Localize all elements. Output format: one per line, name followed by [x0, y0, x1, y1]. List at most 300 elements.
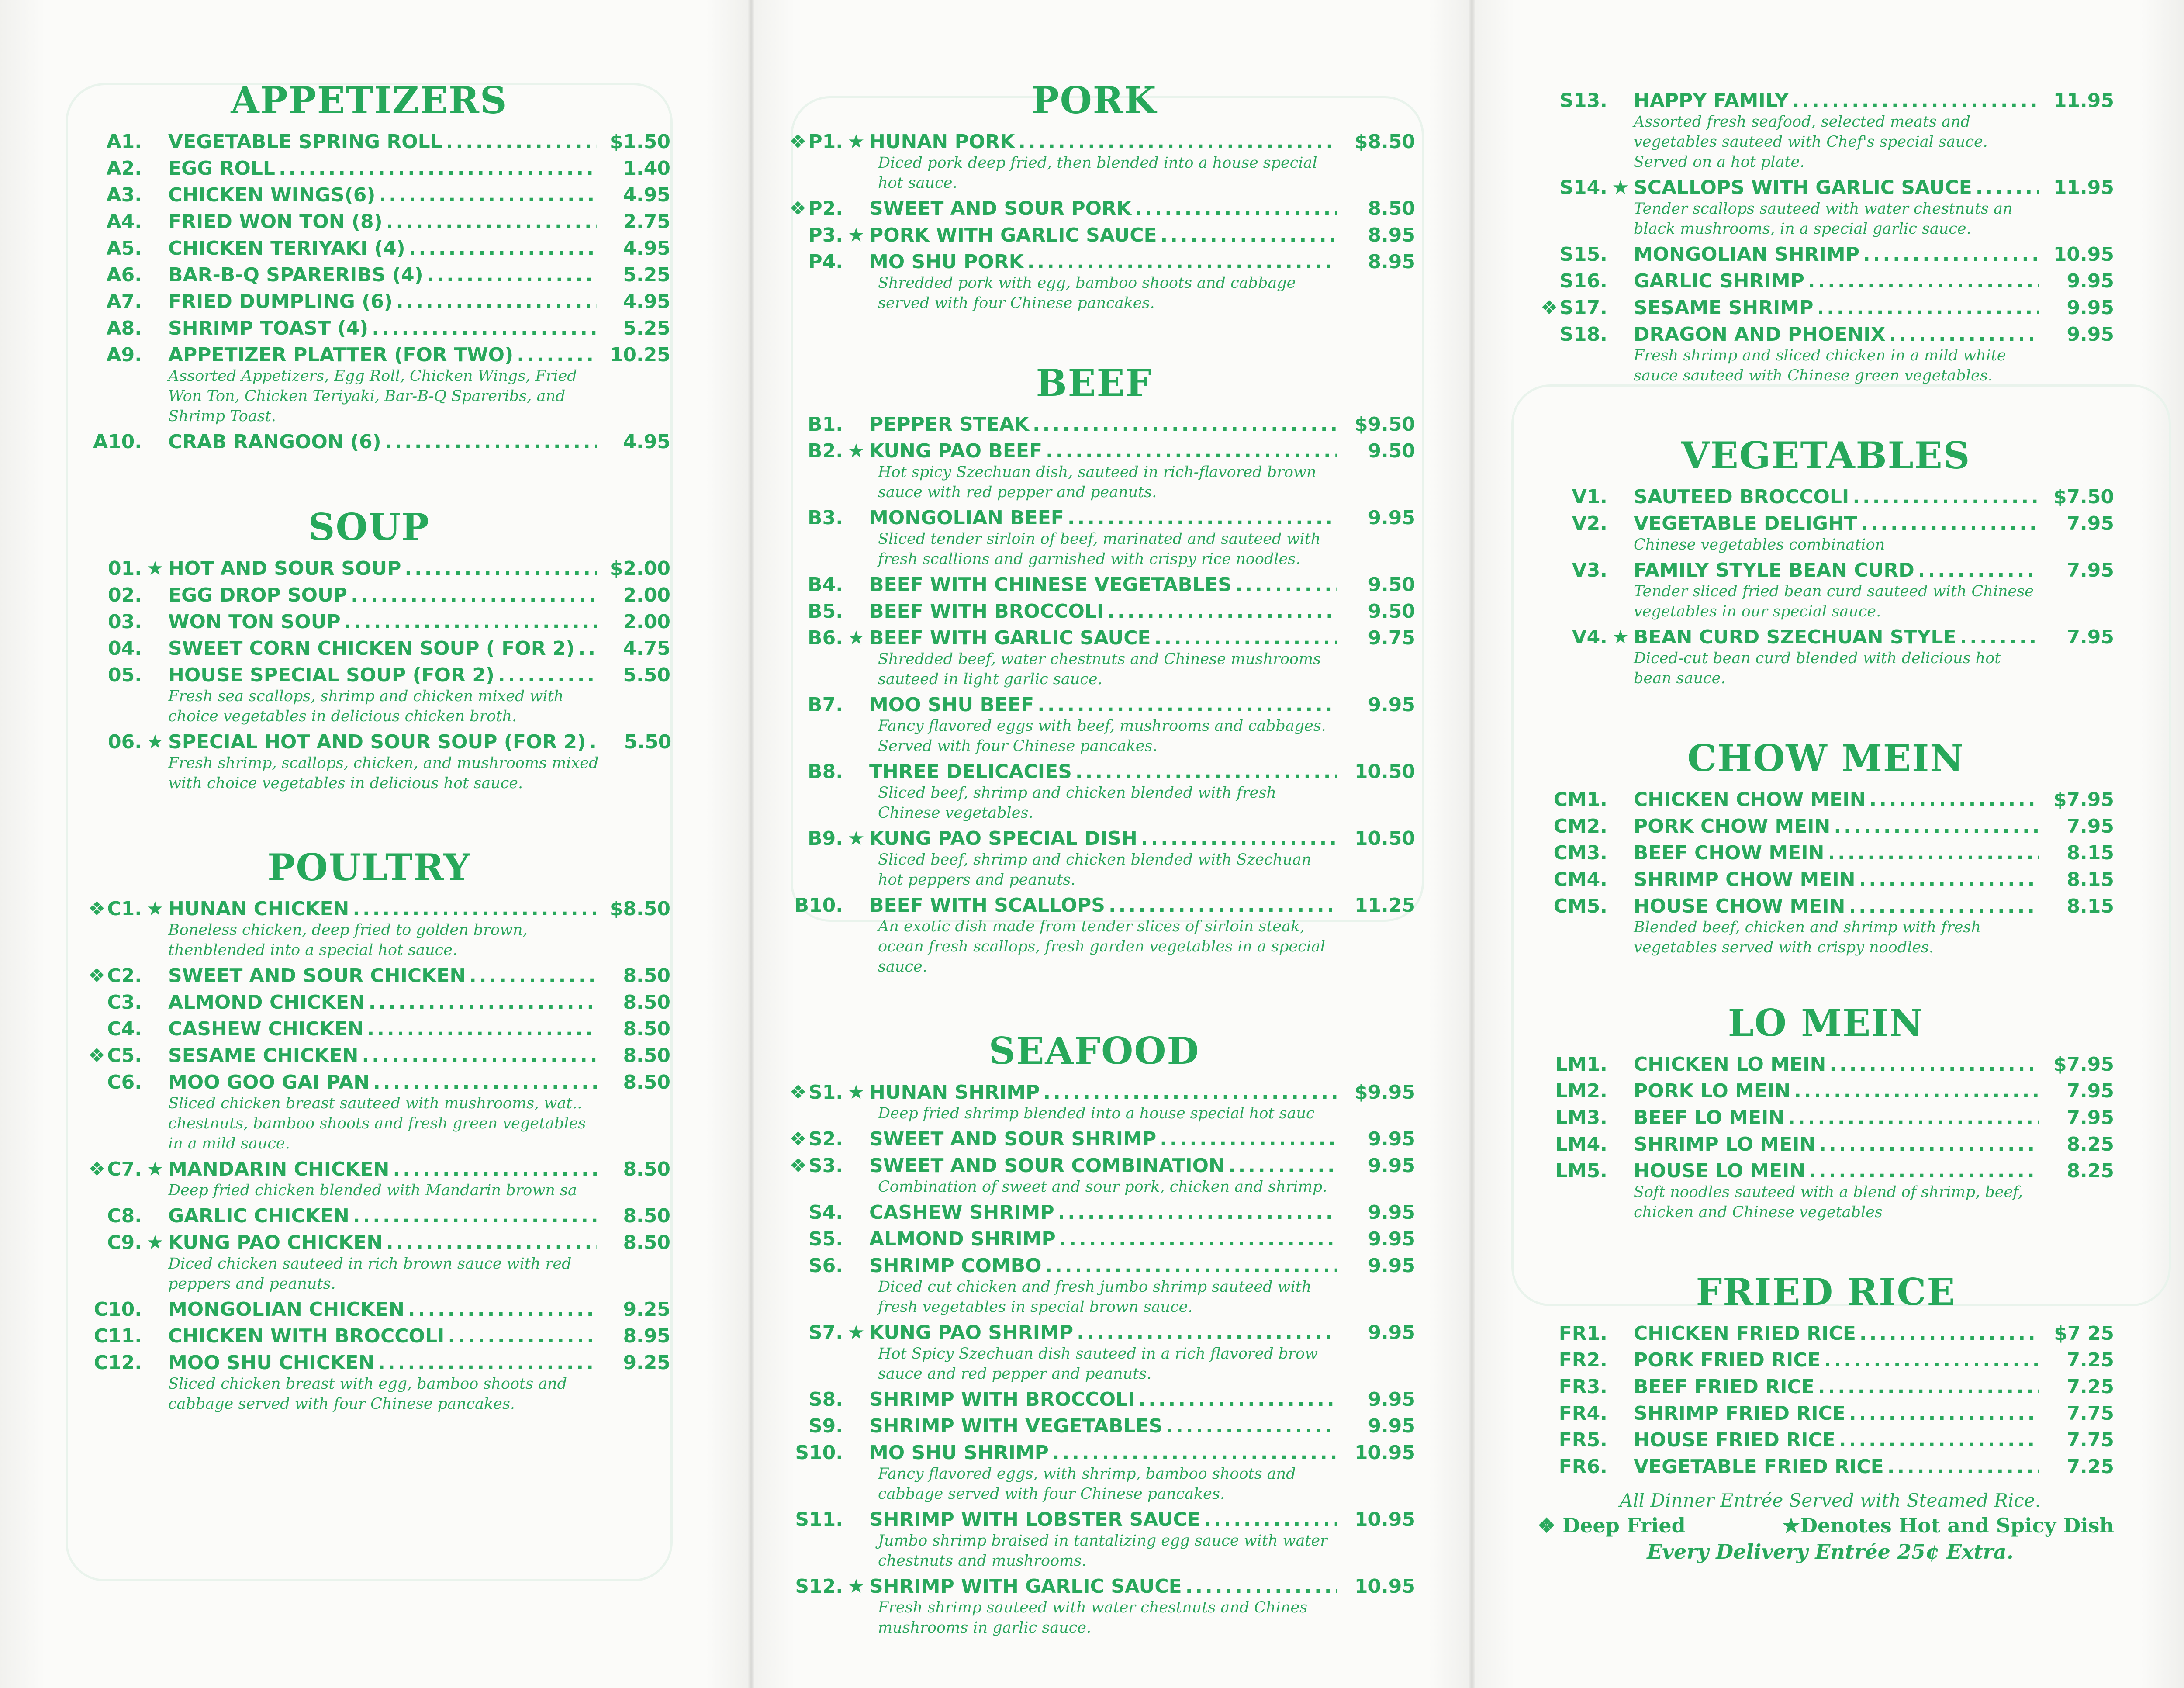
dot-leader	[1068, 507, 1337, 529]
item-code: S13.	[1559, 90, 1607, 112]
dot-leader	[1018, 131, 1337, 153]
dot-leader	[1819, 1133, 2039, 1155]
menu-item-row	[1538, 1322, 2114, 1345]
menu-item	[773, 600, 1415, 623]
star-icon: ★	[146, 1231, 164, 1254]
menu-item	[68, 898, 670, 960]
item-name: HUNAN PORK	[869, 131, 1015, 153]
star-icon: ★	[847, 440, 865, 462]
menu-item-row	[1538, 1402, 2114, 1425]
item-description: Boneless chicken, deep fried to golden brown, thenblended into a special hot sauce.	[168, 921, 528, 959]
menu-item-row	[773, 440, 1415, 462]
menu-item-row	[68, 1205, 670, 1227]
item-code: V4.	[1572, 626, 1607, 648]
menu-item-row	[773, 1508, 1415, 1531]
item-price: 8.15	[2067, 842, 2114, 864]
item-price: 1.40	[623, 157, 670, 180]
item-name: MANDARIN CHICKEN	[168, 1158, 390, 1180]
menu-item	[773, 1201, 1415, 1224]
item-price: 7.95	[2067, 1080, 2114, 1102]
menu-item-row	[773, 1415, 1415, 1437]
dot-leader	[1160, 1128, 1337, 1150]
star-icon: ★	[847, 1321, 865, 1344]
item-name: FRIED DUMPLING (6)	[168, 291, 393, 313]
item-name: FAMILY STYLE BEAN CURD	[1634, 559, 1914, 581]
menu-section	[68, 505, 670, 793]
dot-leader	[1075, 761, 1337, 783]
dot-leader	[1166, 1415, 1337, 1437]
item-price: 8.50	[1368, 197, 1415, 220]
menu-item-row	[773, 694, 1415, 716]
item-price: $7.95	[2053, 1053, 2114, 1076]
menu-item	[1538, 1133, 2114, 1155]
dot-leader	[1185, 1575, 1337, 1598]
item-description: Diced cut chicken and fresh jumbo shrimp sauteed with fresh vegetables in special brown sauce.	[878, 1278, 1312, 1316]
item-description: Chinese vegetables combination	[1634, 536, 1885, 553]
item-name: DRAGON AND PHOENIX	[1634, 323, 1886, 346]
item-name: SWEET CORN CHICKEN SOUP ( FOR 2)	[168, 637, 575, 660]
item-code: B3.	[808, 507, 843, 529]
item-price: 8.15	[2067, 868, 2114, 891]
dot-leader	[589, 731, 598, 753]
item-price: 9.95	[2067, 297, 2114, 319]
menu-item	[773, 1508, 1415, 1571]
section-title: SOUP	[308, 505, 430, 549]
item-name: BEEF WITH BROCCOLI	[869, 600, 1104, 623]
item-code: V3.	[1572, 559, 1607, 581]
dot-leader	[351, 584, 597, 606]
menu-item-row	[1538, 559, 2114, 581]
dot-leader	[446, 131, 597, 153]
item-price: 9.95	[1368, 507, 1415, 529]
menu-item	[773, 1155, 1415, 1197]
item-code: A7.	[106, 291, 142, 313]
item-price: 7.95	[2067, 1107, 2114, 1129]
item-code: S14.	[1559, 176, 1607, 199]
menu-item-row	[773, 1255, 1415, 1277]
item-description: Tender scallops sauteed with water chestnuts an black mushrooms, in a special garlic sauce.	[1634, 200, 2013, 238]
item-name: CHICKEN LO MEIN	[1634, 1053, 1826, 1076]
dot-leader	[1818, 1376, 2039, 1398]
item-price: 9.50	[1368, 600, 1415, 623]
menu-section	[68, 846, 670, 1414]
item-name: SAUTEED BROCCOLI	[1634, 486, 1849, 508]
menu-item	[1538, 895, 2114, 958]
menu-section	[1538, 90, 2114, 386]
item-name: CRAB RANGOON (6)	[168, 431, 381, 453]
item-description: Fancy flavored eggs, with shrimp, bamboo shoots and cabbage served with four Chinese pancakes.	[878, 1465, 1296, 1503]
dot-leader	[1204, 1508, 1337, 1531]
menu-item-row	[68, 611, 670, 633]
dot-leader	[517, 344, 597, 366]
star-icon: ★	[847, 1081, 865, 1103]
dot-leader	[1976, 176, 2039, 199]
item-code-text: C2.	[107, 965, 142, 987]
dot-leader	[1109, 894, 1337, 917]
item-price: 8.50	[623, 965, 670, 987]
item-name: VEGETABLE SPRING ROLL	[168, 131, 442, 153]
dot-leader	[369, 991, 597, 1013]
menu-item-row	[1538, 243, 2114, 266]
dot-leader	[1960, 626, 2039, 648]
menu-item-row	[1538, 895, 2114, 917]
dot-leader	[378, 1352, 597, 1374]
item-name: ALMOND SHRIMP	[869, 1228, 1056, 1250]
dot-leader	[1138, 1388, 1337, 1411]
menu-item-row	[773, 131, 1415, 153]
item-name: THREE DELICACIES	[869, 761, 1072, 783]
item-name: MO SHU PORK	[869, 251, 1024, 273]
item-name: GARLIC SHRIMP	[1634, 270, 1804, 292]
menu-item	[68, 1071, 670, 1154]
item-code: 02.	[108, 584, 142, 606]
item-code: C4.	[107, 1018, 142, 1040]
section-title: CHOW MEIN	[1687, 737, 1965, 780]
item-name: CASHEW CHICKEN	[168, 1018, 364, 1040]
item-description: Diced-cut bean curd blended with delicious hot bean sauce.	[1634, 650, 2001, 687]
menu-item	[773, 894, 1415, 977]
menu-item	[1538, 626, 2114, 688]
item-code: FR3.	[1559, 1376, 1607, 1398]
item-name: EGG DROP SOUP	[168, 584, 348, 606]
item-description: Shredded pork with egg, bamboo shoots and cabbage served with four Chinese pancakes.	[878, 274, 1296, 312]
star-icon: ★	[1612, 176, 1629, 199]
dot-leader	[1859, 868, 2039, 891]
menu-item-row	[1538, 486, 2114, 508]
item-code-text: P2.	[808, 197, 843, 220]
item-code: S7.	[808, 1321, 843, 1344]
item-description: Tender sliced fried bean curd sauteed with Chinese vegetables in our special sauce.	[1634, 583, 2034, 620]
menu-item	[773, 440, 1415, 502]
item-price: 9.50	[1368, 440, 1415, 462]
item-code: LM4.	[1555, 1133, 1607, 1155]
menu-item-row	[1538, 1376, 2114, 1398]
item-price: 8.25	[2067, 1133, 2114, 1155]
item-name: CHICKEN CHOW MEIN	[1634, 789, 1866, 811]
item-price: 11.95	[2053, 176, 2114, 199]
item-code	[68, 898, 142, 920]
item-code: 03.	[108, 611, 142, 633]
dot-leader	[1037, 694, 1337, 716]
item-name: HOUSE SPECIAL SOUP (FOR 2)	[168, 664, 494, 686]
item-price: 9.95	[2067, 323, 2114, 346]
dot-leader	[1849, 1402, 2039, 1425]
menu-item	[773, 1415, 1415, 1437]
diamond-icon: ❖	[789, 1155, 807, 1177]
menu-item-row	[1538, 1133, 2114, 1155]
menu-item	[773, 413, 1415, 436]
item-description: Sliced tender sirloin of beef, marinated and sauteed with fresh scallions and garnished with crispy rice noodles.	[878, 530, 1321, 568]
menu-item-row	[1538, 90, 2114, 112]
menu-item-row	[1538, 868, 2114, 891]
menu-item-row	[773, 1081, 1415, 1103]
item-code: 01.	[108, 557, 142, 580]
item-code: A8.	[106, 317, 142, 339]
item-name: PORK WITH GARLIC SAUCE	[869, 224, 1157, 246]
item-price: 8.50	[623, 1045, 670, 1067]
item-name: CHICKEN WINGS(6)	[168, 184, 376, 206]
section-title: VEGETABLES	[1681, 434, 1971, 477]
item-price: $8.50	[609, 898, 670, 920]
item-description: Combination of sweet and sour pork, chicken and shrimp.	[878, 1178, 1327, 1196]
dot-leader	[1154, 627, 1337, 649]
item-code: FR6.	[1559, 1456, 1607, 1478]
item-code: A5.	[106, 237, 142, 259]
item-price: 5.50	[623, 664, 670, 686]
star-icon: ★	[1612, 626, 1629, 648]
item-price: 10.95	[2053, 243, 2114, 266]
item-price: 7.25	[2067, 1349, 2114, 1371]
dot-leader	[1849, 895, 2039, 917]
menu-item-row	[1538, 1349, 2114, 1371]
menu-item	[68, 1205, 670, 1227]
menu-item	[68, 557, 670, 580]
menu-item-row	[68, 264, 670, 286]
item-description: Hot Spicy Szechuan dish sauteed in a rich flavored brow sauce and red pepper and peanuts.	[878, 1345, 1318, 1383]
item-name: HOUSE LO MEIN	[1634, 1160, 1806, 1182]
menu-item	[1538, 815, 2114, 837]
menu-item	[773, 1442, 1415, 1504]
item-name: HAPPY FAMILY	[1634, 90, 1789, 112]
item-description: Sliced beef, shrimp and chicken blended with Szechuan hot peppers and peanuts.	[878, 851, 1312, 889]
menu-section	[1538, 737, 2114, 958]
menu-item	[773, 251, 1415, 313]
dot-leader	[385, 431, 597, 453]
menu-item	[1538, 270, 2114, 292]
dot-leader	[448, 1325, 597, 1347]
menu-item-row	[773, 761, 1415, 783]
item-name: SESAME SHRIMP	[1634, 297, 1814, 319]
menu-item	[68, 1325, 670, 1347]
menu-item	[1538, 1107, 2114, 1129]
item-name: SHRIMP TOAST (4)	[168, 317, 369, 339]
item-name: SHRIMP WITH LOBSTER SAUCE	[869, 1508, 1201, 1531]
item-description: Assorted Appetizers, Egg Roll, Chicken Wings, Fried Won Ton, Chicken Teriyaki, Bar-B-Q Spareribs, and Shrimp Toast.	[168, 367, 577, 425]
menu-item-row	[1538, 1160, 2114, 1182]
item-code: 04.	[108, 637, 142, 660]
menu-item-row	[68, 211, 670, 233]
item-price: 5.25	[623, 264, 670, 286]
item-price: 9.95	[1368, 1228, 1415, 1250]
item-price: 10.50	[1354, 761, 1415, 783]
item-code: S9.	[808, 1415, 843, 1437]
menu-item	[1538, 1053, 2114, 1076]
item-name: PORK FRIED RICE	[1634, 1349, 1821, 1371]
item-name: GARLIC CHICKEN	[168, 1205, 349, 1227]
menu-item-row	[68, 1325, 670, 1347]
dot-leader	[1033, 413, 1337, 436]
item-name: SHRIMP FRIED RICE	[1634, 1402, 1845, 1425]
item-name: MONGOLIAN CHICKEN	[168, 1298, 404, 1321]
item-code	[68, 1045, 142, 1067]
menu-item-row	[773, 894, 1415, 917]
menu-item-row	[68, 1298, 670, 1321]
item-description: Shredded beef, water chestnuts and Chinese mushrooms sauteed in light garlic sauce.	[878, 650, 1321, 688]
item-code: S5.	[808, 1228, 843, 1250]
item-name: HOUSE CHOW MEIN	[1634, 895, 1845, 917]
item-price: 4.95	[623, 184, 670, 206]
dot-leader	[409, 237, 597, 259]
menu-item-row	[773, 251, 1415, 273]
item-price: 7.95	[2067, 559, 2114, 581]
dot-leader	[408, 1298, 597, 1321]
item-name: SCALLOPS WITH GARLIC SAUCE	[1634, 176, 1972, 199]
item-price: $8.50	[1354, 131, 1415, 153]
item-code: S12.	[795, 1575, 843, 1598]
item-price: 10.95	[1354, 1508, 1415, 1531]
menu-item	[773, 1128, 1415, 1150]
item-name: SPECIAL HOT AND SOUR SOUP (FOR 2)	[168, 731, 586, 753]
item-price: 9.25	[623, 1352, 670, 1374]
diamond-icon: ❖	[88, 1158, 106, 1180]
diamond-icon: ❖	[88, 898, 106, 920]
item-code-text: C7.	[107, 1158, 142, 1180]
item-price: 8.50	[623, 1231, 670, 1254]
item-description: Assorted fresh seafood, selected meats and vegetables sauteed with Chef's special sauce. Served on a hot plate.	[1634, 113, 1988, 171]
menu-item	[68, 184, 670, 206]
item-price: 8.50	[623, 991, 670, 1013]
menu-item	[68, 1298, 670, 1321]
menu-item	[68, 131, 670, 153]
menu-item	[1538, 559, 2114, 622]
item-name: MOO SHU CHICKEN	[168, 1352, 375, 1374]
item-price: 9.95	[1368, 1255, 1415, 1277]
item-code-text: S2.	[808, 1128, 843, 1150]
item-price: 7.75	[2067, 1429, 2114, 1451]
item-name: MO SHU SHRIMP	[869, 1442, 1049, 1464]
menu-item	[773, 197, 1415, 220]
menu-item-row	[773, 1321, 1415, 1344]
diamond-icon: ❖	[789, 1081, 807, 1103]
item-code-text: C1.	[107, 898, 142, 920]
item-price: 9.95	[1368, 1388, 1415, 1411]
menu-item	[773, 627, 1415, 689]
menu-item	[68, 431, 670, 453]
item-code: P3.	[808, 224, 843, 246]
menu-item	[68, 211, 670, 233]
star-icon: ★	[847, 131, 865, 153]
menu-item	[1538, 789, 2114, 811]
menu-item-row	[773, 1128, 1415, 1150]
menu-item-row	[1538, 1429, 2114, 1451]
item-code	[773, 1081, 843, 1103]
item-price: $7 25	[2054, 1322, 2114, 1345]
item-code-text: S1.	[808, 1081, 843, 1103]
dot-leader	[469, 965, 597, 987]
dot-leader	[1077, 1321, 1337, 1344]
item-code: LM1.	[1555, 1053, 1607, 1076]
menu-item	[1538, 90, 2114, 172]
menu-item	[68, 264, 670, 286]
dot-leader	[1794, 1080, 2039, 1102]
item-price: 9.95	[1368, 1128, 1415, 1150]
item-name: HUNAN CHICKEN	[168, 898, 349, 920]
item-price: $2.00	[609, 557, 670, 580]
menu-item-row	[68, 291, 670, 313]
menu-item	[68, 637, 670, 660]
star-icon: ★	[146, 557, 164, 580]
item-name: SHRIMP LO MEIN	[1634, 1133, 1816, 1155]
item-code: C8.	[107, 1205, 142, 1227]
item-code: 05.	[108, 664, 142, 686]
item-description: Sliced chicken breast sauteed with mushrooms, wat.. chestnuts, bamboo shoots and fresh green vegetables in a mild sauce.	[168, 1095, 586, 1152]
dot-leader	[393, 1158, 597, 1180]
star-icon: ★	[847, 1575, 865, 1598]
menu-item-row	[68, 1071, 670, 1093]
item-code-text: S3.	[808, 1155, 843, 1177]
dot-leader	[1861, 512, 2039, 535]
menu-item	[773, 131, 1415, 193]
item-price: 2.00	[623, 611, 670, 633]
item-code	[1538, 297, 1607, 319]
menu-item	[68, 1045, 670, 1067]
item-description: Deep fried chicken blended with Mandarin brown sa	[168, 1182, 577, 1199]
item-code: S11.	[795, 1508, 843, 1531]
menu-item	[68, 584, 670, 606]
item-name: KUNG PAO CHICKEN	[168, 1231, 383, 1254]
diamond-icon: ❖	[88, 965, 106, 987]
item-price: 2.00	[623, 584, 670, 606]
item-price: 4.95	[623, 237, 670, 259]
menu-item	[1538, 1429, 2114, 1451]
dot-leader	[1058, 1201, 1337, 1224]
menu-item-row	[773, 507, 1415, 529]
item-price: $7.50	[2053, 486, 2114, 508]
dot-leader	[1852, 486, 2039, 508]
item-code: S10.	[795, 1442, 843, 1464]
menu-item-row	[1538, 789, 2114, 811]
item-price: 4.95	[623, 431, 670, 453]
menu-item-row	[1538, 270, 2114, 292]
menu-item-row	[1538, 626, 2114, 648]
menu-item-row	[773, 1442, 1415, 1464]
item-code: S8.	[808, 1388, 843, 1411]
item-name: SESAME CHICKEN	[168, 1045, 359, 1067]
menu-item	[1538, 1376, 2114, 1398]
dot-leader	[279, 157, 597, 180]
menu-item-row	[1538, 1456, 2114, 1478]
item-name: BAR-B-Q SPARERIBS (4)	[168, 264, 423, 286]
item-price: 2.75	[623, 211, 670, 233]
item-code: V1.	[1572, 486, 1607, 508]
item-description: Fresh shrimp and sliced chicken in a mild white sauce sauteed with Chinese green vegetables.	[1634, 347, 2006, 384]
item-name: WON TON SOUP	[168, 611, 341, 633]
dot-leader	[1228, 1155, 1337, 1177]
menu-item-row	[68, 237, 670, 259]
item-code-text: P1.	[808, 131, 843, 153]
item-description: Fancy flavored eggs with beef, mushrooms and cabbages. Served with four Chinese pancakes.	[878, 717, 1326, 755]
item-price: 10.25	[609, 344, 670, 366]
menu-column-3	[1538, 85, 2114, 1478]
menu-item	[68, 1352, 670, 1414]
menu-item	[1538, 323, 2114, 386]
item-code: A6.	[106, 264, 142, 286]
menu-item	[773, 1255, 1415, 1317]
item-name: BEEF FRIED RICE	[1634, 1376, 1814, 1398]
menu-item	[773, 507, 1415, 569]
menu-item	[773, 694, 1415, 756]
fold-crease	[1469, 0, 1475, 1688]
menu-column-1	[68, 79, 670, 1414]
menu-item	[1538, 512, 2114, 555]
item-name: BEEF WITH SCALLOPS	[869, 894, 1105, 917]
item-price: 8.50	[623, 1071, 670, 1093]
dot-leader	[353, 1205, 597, 1227]
menu-item	[68, 731, 670, 793]
menu-item	[773, 827, 1415, 890]
item-code: C11.	[93, 1325, 142, 1347]
dot-leader	[1027, 251, 1337, 273]
